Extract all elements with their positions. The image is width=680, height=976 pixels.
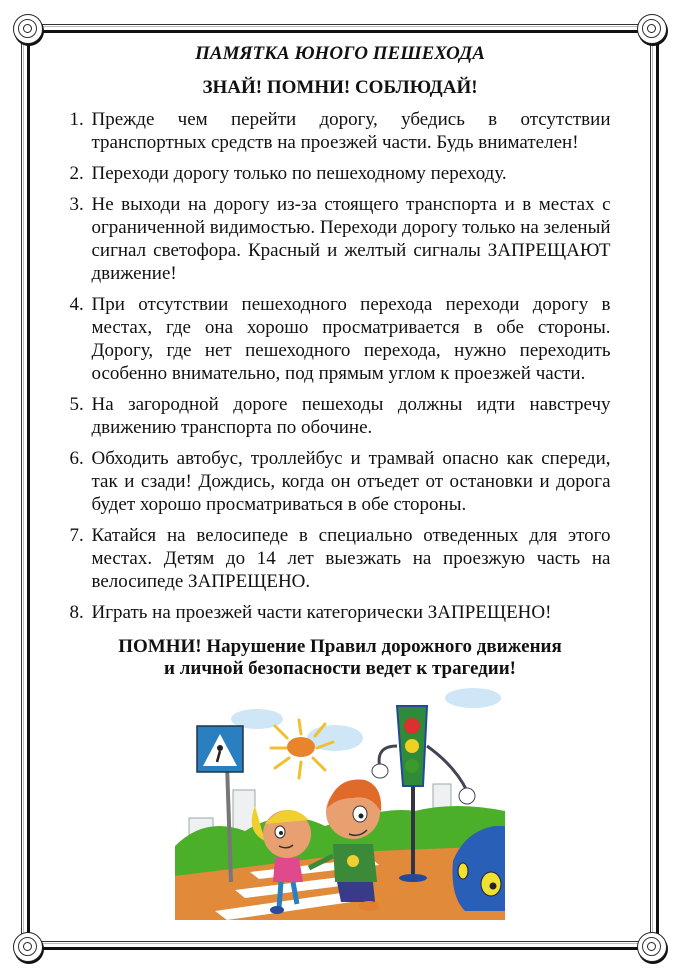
rule-item (70, 162, 611, 185)
warning-block (40, 636, 640, 680)
rule-number: 7. (69, 525, 84, 546)
rule-text: Играть на проезжей части категорически ЗАПРЕЩЕНО! (91, 602, 552, 623)
pedestrian-illustration (175, 686, 505, 920)
rule-number: 4. (69, 294, 84, 315)
page-title: ПАМЯТКА ЮНОГО ПЕШЕХОДА (195, 43, 485, 64)
rule-text: Катайся на велосипеде в специально отведенных для этого местах. Детям до 14 лет выезжать на проезжую часть на велосипеде ЗАПРЕЩЕНО. (91, 525, 611, 592)
frame-bottom-rail (30, 941, 652, 950)
rule-item (70, 601, 611, 624)
frame-corner-ornament (637, 932, 667, 962)
rule-item (70, 447, 611, 516)
rule-item (70, 524, 611, 593)
page-subtitle: ЗНАЙ! ПОМНИ! СОБЛЮДАЙ! (202, 77, 478, 98)
rule-text: Обходить автобус, троллейбус и трамвай опасно как спереди, так и сзади! Дождись, когда он отъедет от остановки и дорога будет хорошо просматриваться в обе стороны. (91, 448, 611, 515)
warning-line: ПОМНИ! Нарушение Правил дорожного движения (118, 636, 562, 657)
rule-number: 6. (69, 448, 84, 469)
rule-number: 8. (69, 602, 84, 623)
rule-item (70, 393, 611, 439)
cloud (445, 688, 501, 708)
frame-top-rail (30, 24, 652, 33)
rule-text: При отсутствии пешеходного перехода переходи дорогу в местах, где она хорошо просматривается в обе стороны. Дорогу, где нет пешеходного перехода, нужно переходить особенно внимательно, под прямым углом к проезжей части. (91, 294, 611, 384)
rule-item (70, 293, 611, 385)
page-content (40, 42, 640, 920)
rules-list (70, 108, 611, 632)
frame-left-rail (21, 38, 30, 946)
rule-text: На загородной дороге пешеходы должны идти навстречу движению транспорта по обочине. (91, 394, 611, 438)
rule-item (70, 108, 611, 154)
rule-item (70, 193, 611, 285)
rule-text: Прежде чем перейти дорогу, убедись в отсутствии транспортных средств на проезжей части. Будь внимателен! (91, 109, 611, 153)
warning-line: и личной безопасности ведет к трагедии! (164, 658, 516, 679)
rule-number: 2. (69, 163, 84, 184)
rule-text: Переходи дорогу только по пешеходному переходу. (91, 163, 507, 184)
rule-text: Не выходи на дорогу из-за стоящего транспорта и в местах с ограниченной видимостью. Переходи дорогу только на зеленый сигнал светофора. Красный и желтый сигналы ЗАПРЕЩАЮТ движение! (91, 194, 611, 284)
cloud (307, 725, 363, 751)
rule-number: 3. (69, 194, 84, 215)
rule-number: 5. (69, 394, 84, 415)
frame-right-rail (650, 38, 659, 946)
rule-number: 1. (69, 109, 84, 130)
frame-corner-ornament (637, 14, 667, 44)
frame-corner-ornament (13, 932, 43, 962)
frame-corner-ornament (13, 14, 43, 44)
